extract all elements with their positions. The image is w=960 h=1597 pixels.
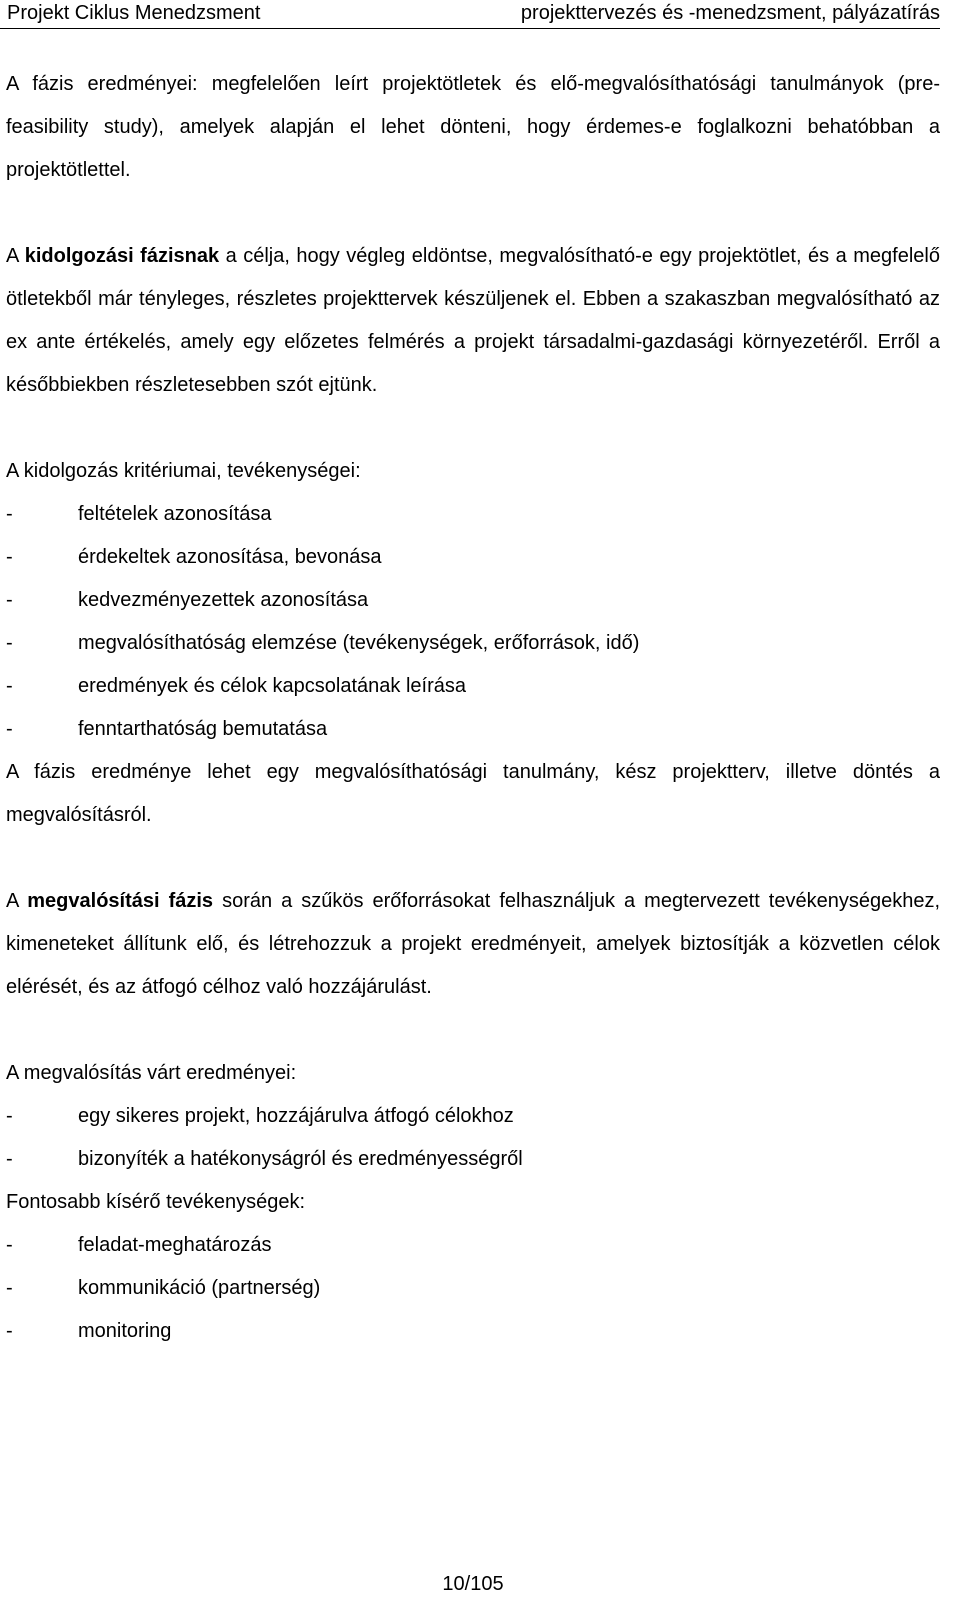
dash-bullet: -: [6, 1234, 13, 1256]
paragraph-elaboration-phase: [6, 235, 940, 407]
dash-bullet: -: [6, 1105, 13, 1127]
dash-bullet: -: [6, 503, 13, 525]
paragraph-phase-results: A fázis eredményei: megfelelően leírt projektötletek és elő-megvalósíthatósági tanulmányok (pre-feasibility study), amelyek alapján el lehet dönteni, hogy érdemes-e foglalkozni behatóbban a projektötlettel.: [6, 73, 940, 181]
list-item: [6, 1095, 940, 1138]
text-fragment: A: [6, 245, 25, 267]
bold-term-elaboration-phase: kidolgozási fázisnak: [24, 245, 220, 267]
list-item: [6, 665, 940, 708]
list-item-text: érdekeltek azonosítása, bevonása: [78, 546, 382, 568]
text-fragment: a célja, hogy végleg eldöntse, megvalósítható-e egy projektötlet, és a megfelelő ötletekből már tényleges, részletes projekttervek készüljenek el. Ebben a szakaszban megvalósítható az ex ante értékelés, amely egy előzetes felmérés a projekt társadalmi-gazdasági környezetéről. Erről a későbbiekben részletesebben szót ejtünk.: [6, 245, 940, 396]
header-title: Projekt Ciklus Menedzsment: [7, 2, 261, 24]
dash-bullet: -: [6, 1148, 13, 1170]
list-item: [6, 622, 940, 665]
list-item: [6, 1138, 940, 1181]
text-fragment: A: [6, 890, 28, 912]
dash-bullet: -: [6, 632, 13, 654]
list-item: [6, 1267, 940, 1310]
list-item-text: feltételek azonosítása: [78, 503, 272, 525]
paragraph-phase-outcome: A fázis eredménye lehet egy megvalósíthatósági tanulmány, kész projektterv, illetve döntés a megvalósításról.: [6, 761, 940, 826]
paragraph-criteria-intro: A kidolgozás kritériumai, tevékenységei:: [6, 460, 361, 482]
paragraph-expected-results-intro: A megvalósítás várt eredményei:: [6, 1062, 297, 1084]
list-item-text: monitoring: [78, 1320, 172, 1342]
list-item-text: feladat-meghatározás: [78, 1234, 272, 1256]
list-item-text: eredmények és célok kapcsolatának leírása: [78, 675, 466, 697]
list-item: [6, 493, 940, 536]
page-number: 10/105: [442, 1573, 504, 1595]
dash-bullet: -: [6, 718, 13, 740]
list-item-text: kommunikáció (partnerség): [78, 1277, 321, 1299]
list-criteria: [6, 493, 940, 751]
document-body: [6, 63, 940, 1353]
paragraph-implementation-phase: [6, 880, 940, 1009]
dash-bullet: -: [6, 675, 13, 697]
bold-term-implementation-phase: megvalósítási fázis: [27, 890, 214, 912]
page-header: [0, 0, 940, 29]
list-item: [6, 579, 940, 622]
list-expected-results: [6, 1095, 940, 1181]
dash-bullet: -: [6, 1277, 13, 1299]
list-item: [6, 1310, 940, 1353]
list-supporting-activities: [6, 1224, 940, 1353]
list-item: [6, 536, 940, 579]
text-fragment: során a szűkös erőforrásokat felhasználjuk a megtervezett tevékenységekhez, kimeneteket állítunk elő, és létrehozzuk a projekt eredményeit, amelyek biztosítják a közvetlen célok elérését, és az átfogó célhoz való hozzájárulást.: [6, 890, 941, 998]
list-item-text: fenntarthatóság bemutatása: [78, 718, 328, 740]
list-item-text: megvalósíthatóság elemzése (tevékenységek, erőforrások, idő): [78, 632, 640, 654]
dash-bullet: -: [6, 1320, 13, 1342]
dash-bullet: -: [6, 589, 13, 611]
list-item: [6, 1224, 940, 1267]
dash-bullet: -: [6, 546, 13, 568]
list-item-text: egy sikeres projekt, hozzájárulva átfogó célokhoz: [78, 1105, 514, 1127]
list-item: [6, 708, 940, 751]
header-subtitle: projekttervezés és -menedzsment, pályázatírás: [520, 2, 940, 24]
list-item-text: bizonyíték a hatékonyságról és eredményességről: [78, 1148, 523, 1170]
paragraph-supporting-activities-intro: Fontosabb kísérő tevékenységek:: [6, 1191, 306, 1213]
list-item-text: kedvezményezettek azonosítása: [78, 589, 369, 611]
